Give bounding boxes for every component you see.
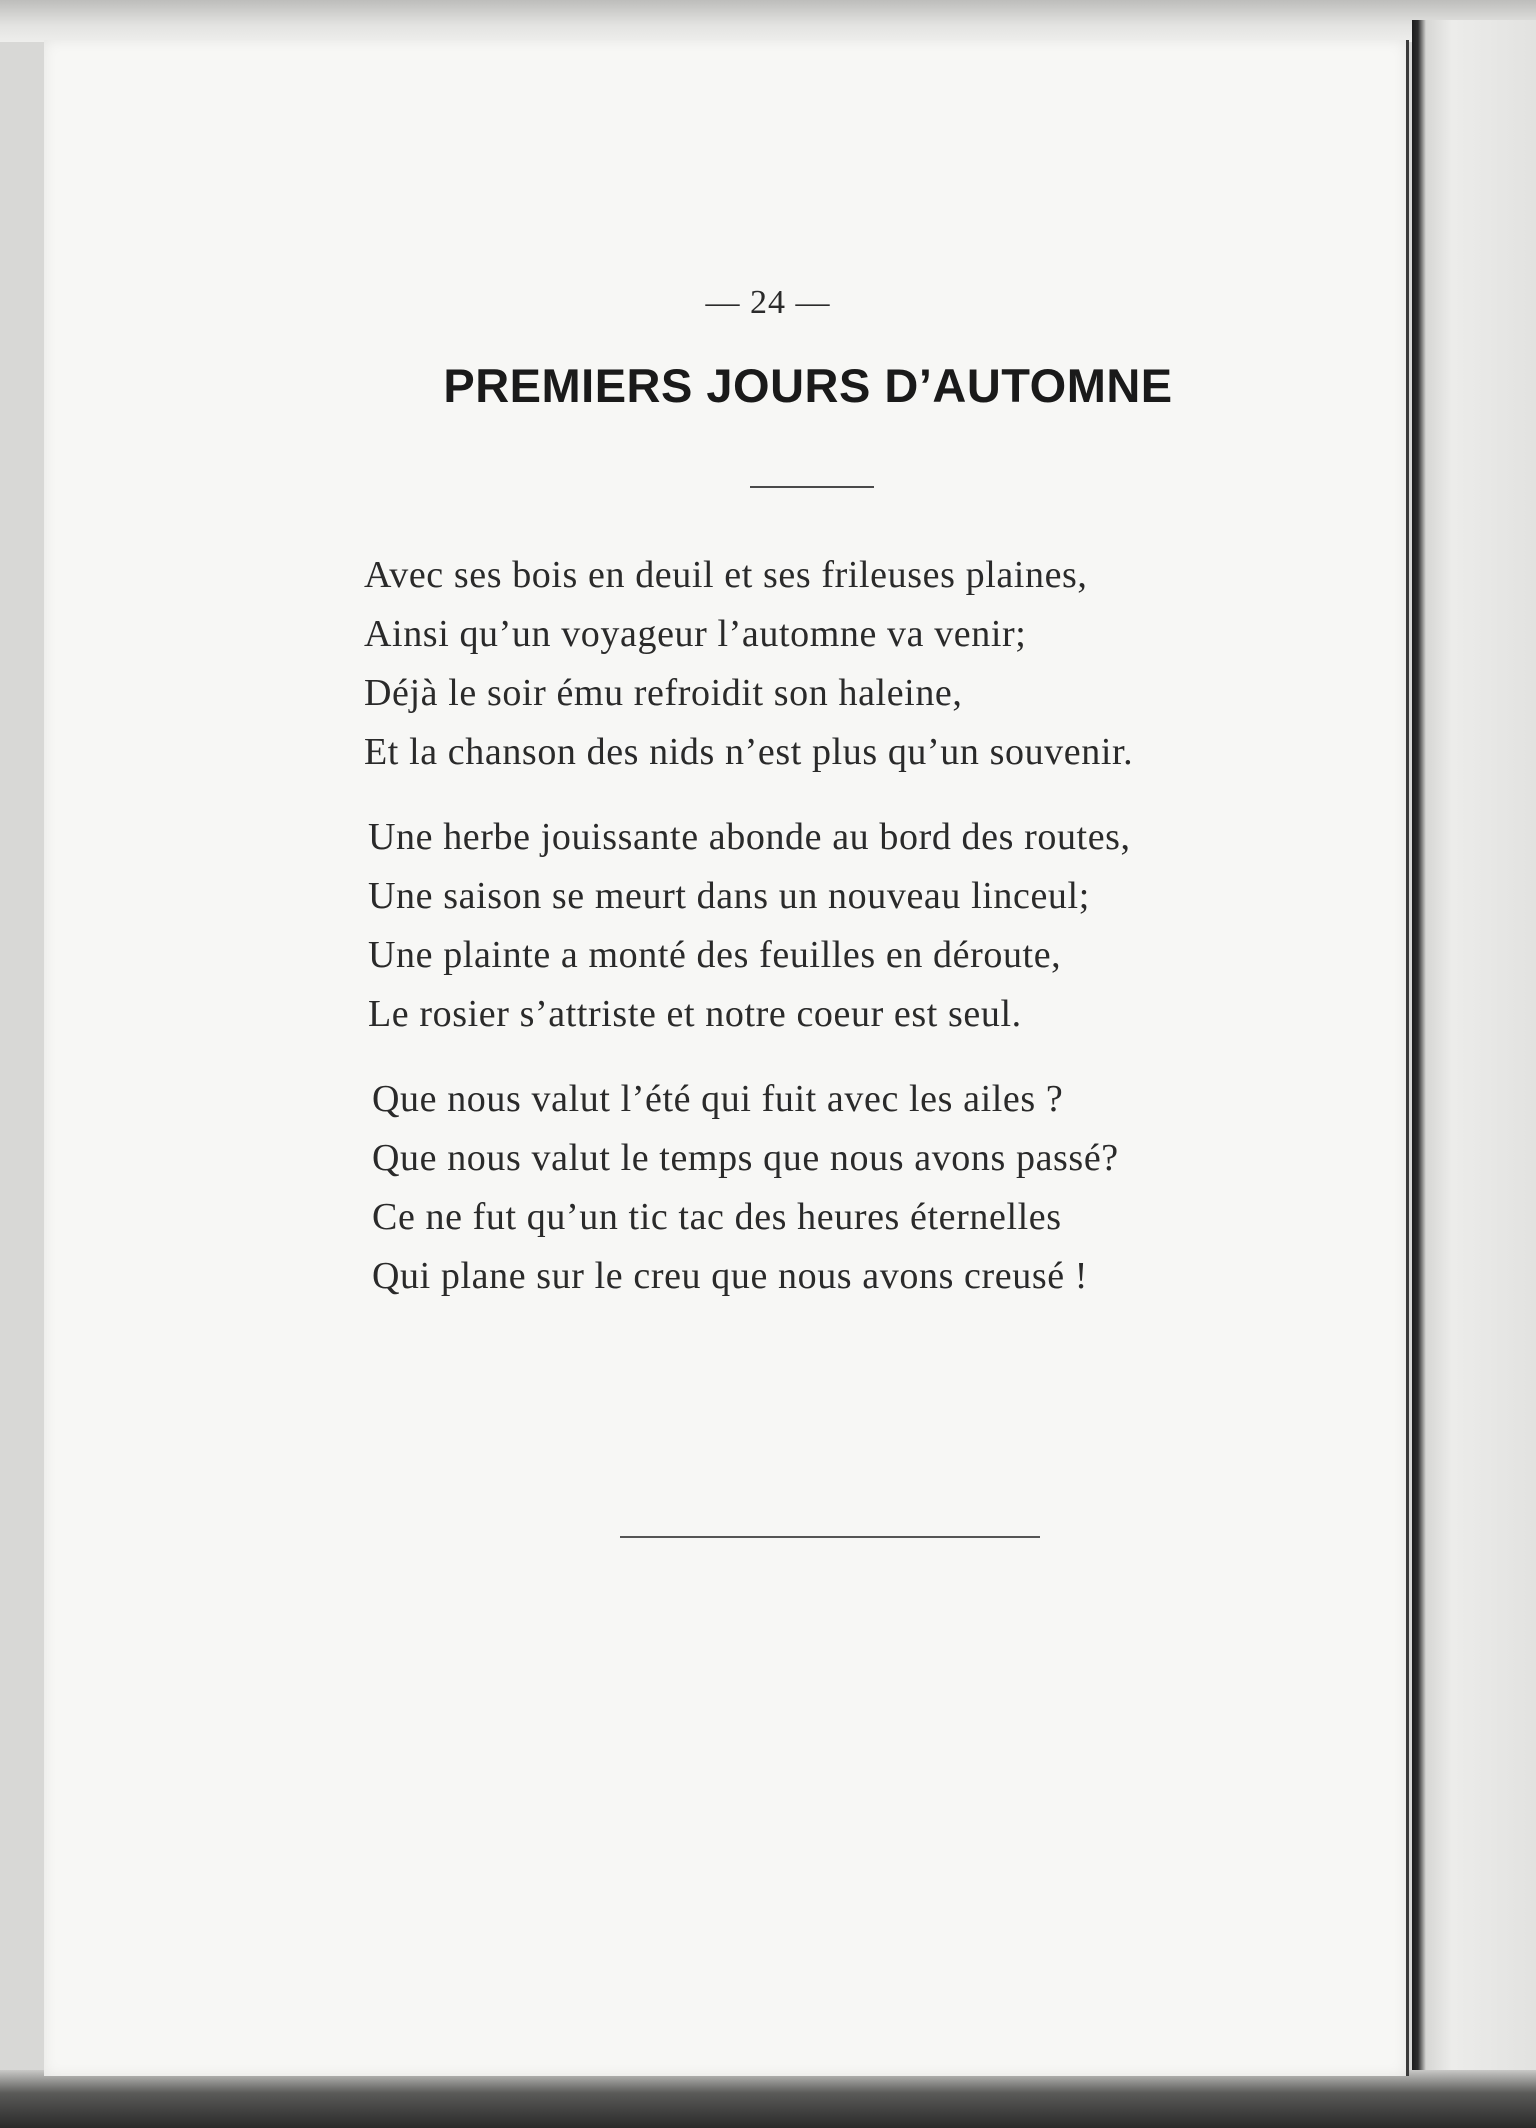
page-number: — 24 — bbox=[705, 284, 831, 321]
end-divider bbox=[620, 1536, 1040, 1538]
poem-title: PREMIERS JOURS D’AUTOMNE bbox=[443, 359, 1173, 412]
verse-line: Avec ses bois en deuil et ses frileuses plaines, bbox=[364, 554, 1088, 596]
title-divider bbox=[750, 486, 874, 488]
verse-line: Déjà le soir ému refroidit son haleine, bbox=[364, 672, 963, 714]
verse-line: Le rosier s’attriste et notre coeur est seul. bbox=[368, 993, 1022, 1035]
verse-line: Que nous valut l’été qui fuit avec les ailes ? bbox=[372, 1078, 1064, 1120]
scan-top-edge bbox=[0, 0, 1536, 42]
stanza bbox=[368, 808, 1304, 1044]
verse-line: Une plainte a monté des feuilles en déroute, bbox=[368, 934, 1062, 976]
verse-line: Et la chanson des nids n’est plus qu’un souvenir. bbox=[364, 731, 1134, 773]
scan-bottom-edge bbox=[0, 2070, 1536, 2128]
verse-line: Une saison se meurt dans un nouveau linceul; bbox=[368, 875, 1090, 917]
verse-line: Que nous valut le temps que nous avons passé? bbox=[372, 1137, 1119, 1179]
facing-page-edge bbox=[1412, 20, 1536, 2080]
verse-line: Ainsi qu’un voyageur l’automne va venir; bbox=[364, 613, 1027, 655]
stanza bbox=[364, 546, 1304, 782]
stanza bbox=[372, 1070, 1304, 1306]
poem-body bbox=[364, 546, 1304, 1332]
verse-line: Une herbe jouissante abonde au bord des routes, bbox=[368, 816, 1131, 858]
verse-line: Ce ne fut qu’un tic tac des heures éternelles bbox=[372, 1196, 1062, 1238]
verse-line: Qui plane sur le creu que nous avons creusé ! bbox=[372, 1255, 1089, 1297]
